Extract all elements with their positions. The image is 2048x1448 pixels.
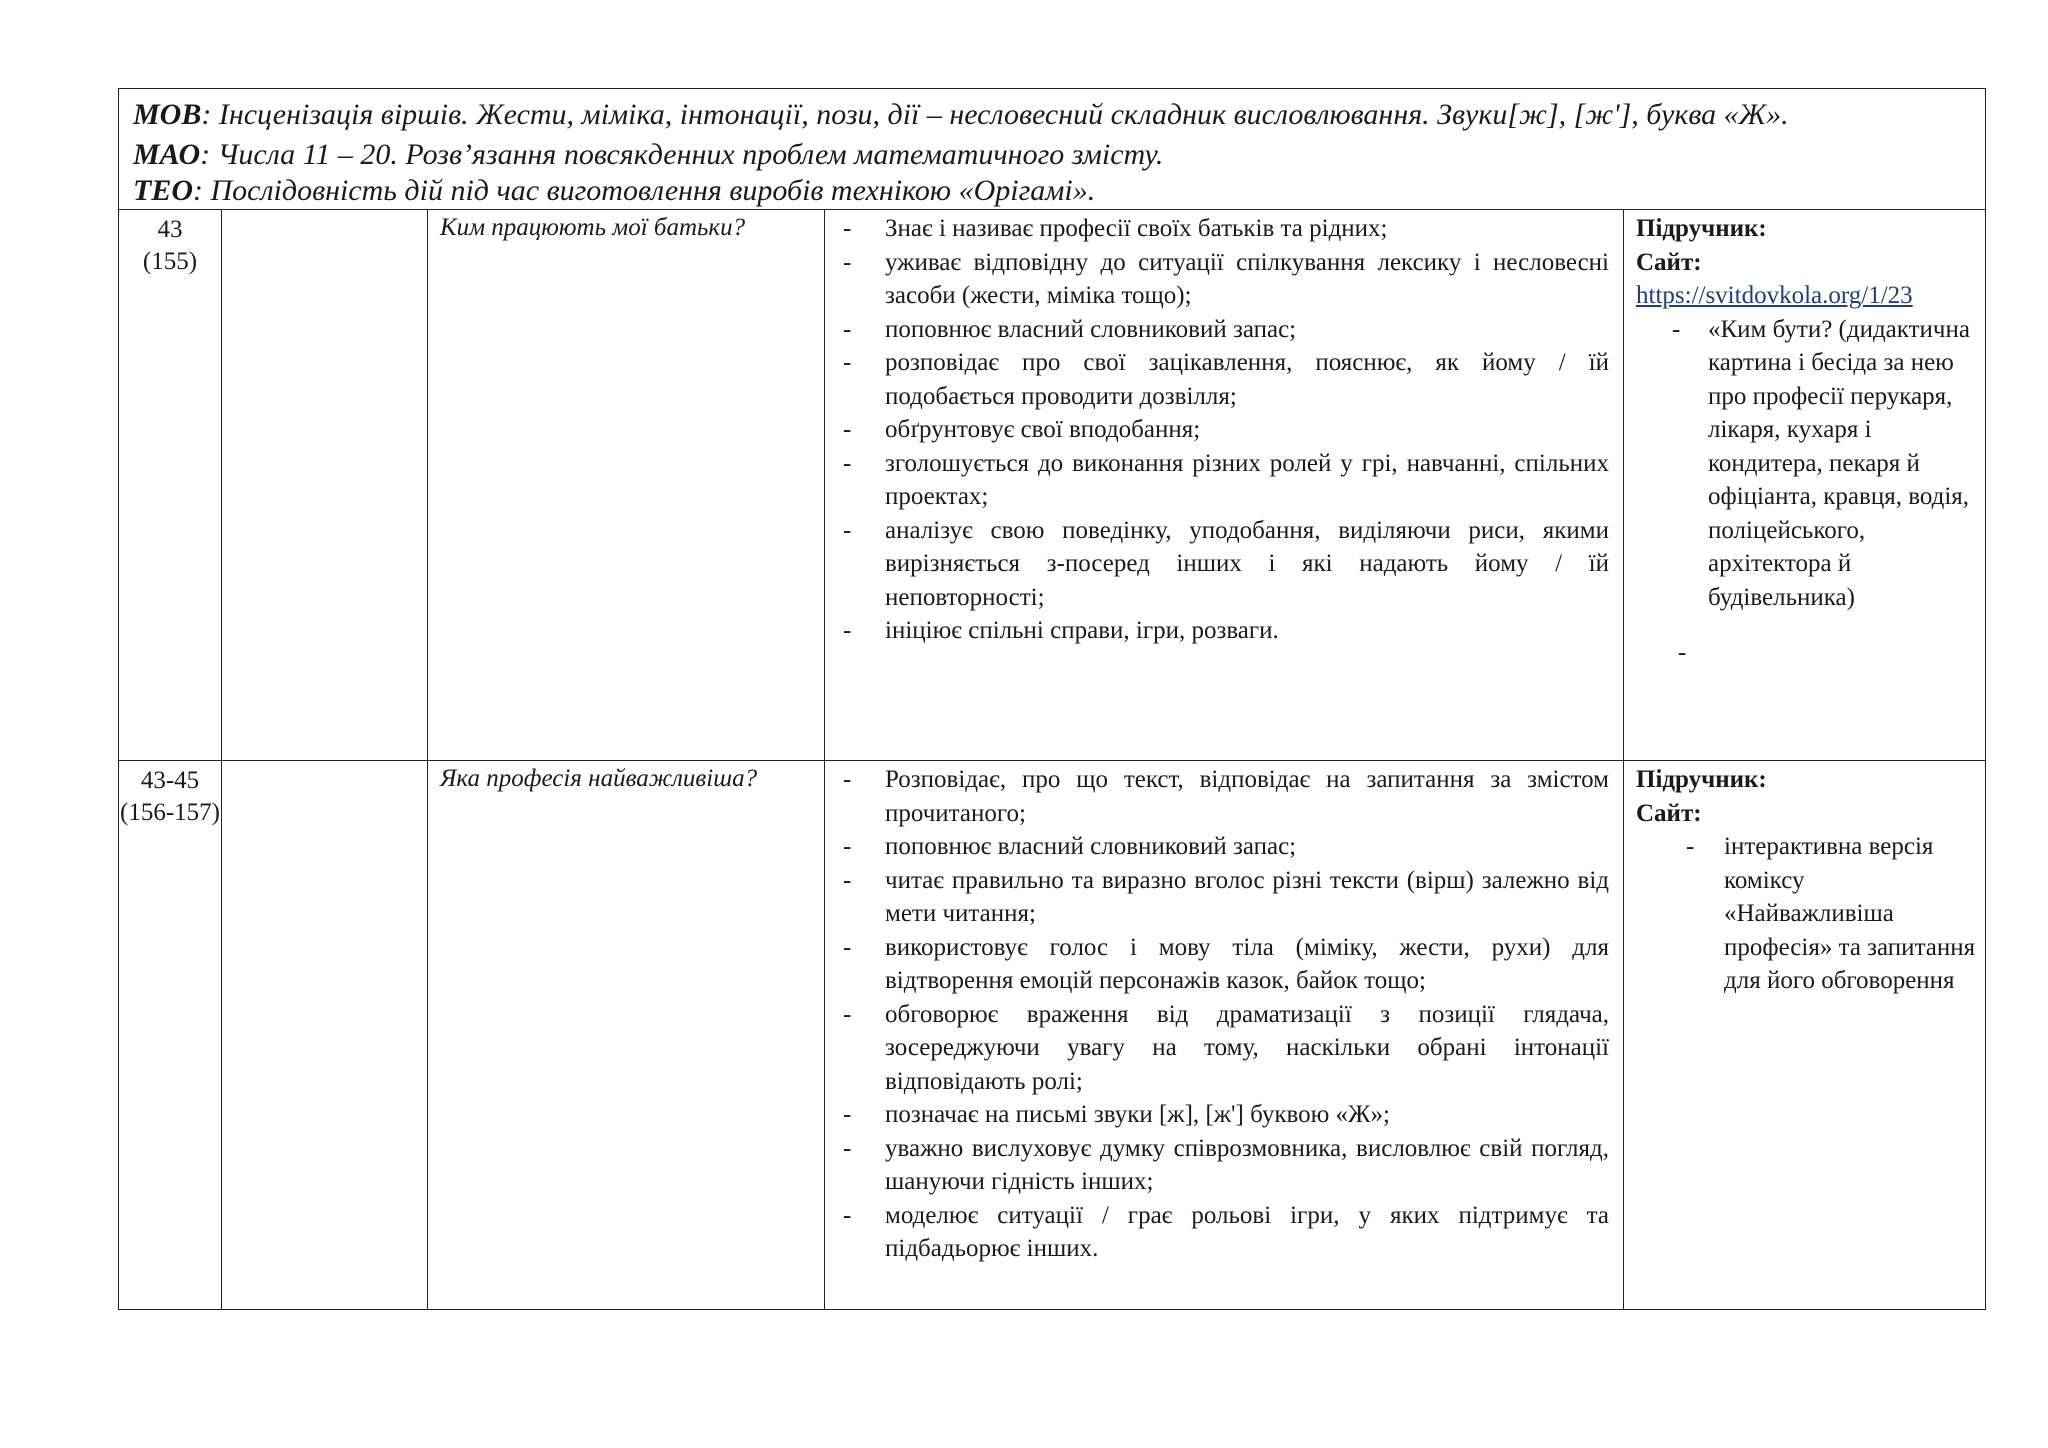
lesson-number: 43 [157, 216, 183, 243]
resource-item: - інтерактивна версія коміксу «Найважливіша професія» та запитання для його обговорення [1636, 830, 1977, 998]
resources-cell [1624, 210, 1986, 761]
lesson-pages: (155) [142, 248, 198, 275]
lesson-topic: Яка професія найважливіша? [440, 765, 758, 792]
learning-outcomes-cell [825, 761, 1624, 1310]
lesson-topic-cell [428, 761, 825, 1310]
outcome-item: - Знає і називає професії своїх батьків та рідних; [833, 212, 1609, 246]
outcome-item: - обговорює враження від драматизації з позиції глядача, зосереджуючи увагу на тому, наскільки обрані інтонації відповідають ролі; [833, 998, 1609, 1099]
textbook-label: Підручник: [1636, 766, 1767, 793]
outcome-item: - використовує голос і мову тіла (міміку, жести, рухи) для відтворення емоцій персонажів казок, байок тощо; [833, 931, 1609, 998]
lesson-topic: Ким працюють мої батьки? [440, 214, 746, 241]
subject-header-cell [119, 89, 1986, 210]
mov-text: : Інсценізація віршів. Жести, міміка, інтонації, пози, дії – несловесний складник висловлювання. Звуки[ж], [ж'], буква «Ж». [201, 98, 1789, 131]
lesson-plan-table [118, 88, 1986, 1310]
lesson-number-cell [119, 761, 222, 1310]
outcome-item: - уважно вислуховує думку співрозмовника, висловлює свій погляд, шануючи гідність інших; [833, 1132, 1609, 1199]
outcome-item: - обґрунтовує свої вподобання; [833, 413, 1609, 447]
outcome-item: - ініціює спільні справи, ігри, розваги. [833, 614, 1609, 648]
lesson-date-cell [222, 210, 428, 761]
outcome-item: - уживає відповідну до ситуації спілкування лексику і несловесні засоби (жести, міміка тощо); [833, 246, 1609, 313]
subject-header-row [119, 89, 1986, 210]
mao-text: : Числа 11 – 20. Розв’язання повсякденних проблем математичного змісту. [200, 138, 1164, 171]
resource-list [1636, 830, 1977, 998]
mao-label: МАО [133, 138, 201, 171]
outcomes-list [833, 212, 1609, 648]
textbook-label: Підручник: [1636, 215, 1767, 242]
lesson-pages: (156-157) [120, 799, 220, 826]
outcomes-list [833, 763, 1609, 1266]
learning-outcomes-cell [825, 210, 1624, 761]
teo-line [133, 173, 1973, 209]
outcome-item: - позначає на письмі звуки [ж], [ж'] буквою «Ж»; [833, 1098, 1609, 1132]
site-link[interactable]: https://svitdovkola.org/1/23 [1636, 282, 1913, 309]
lesson-row [119, 210, 1986, 761]
resources-cell [1624, 761, 1986, 1310]
outcome-item: - поповнює власний словниковий запас; [833, 313, 1609, 347]
teo-text: : Послідовність дій під час виготовлення виробів технікою «Орігамі». [193, 174, 1096, 207]
mov-label: МОВ [133, 98, 202, 131]
outcome-item: - читає правильно та виразно вголос різні тексти (вірш) залежно від мети читання; [833, 864, 1609, 931]
resource-item: - «Ким бути? (дидактична картина і бесіда за нею про професії перукаря, лікаря, кухаря і кондитера, пекаря й офіціанта, кравця, водія, поліцейського, архітектора й будівельника) [1636, 313, 1977, 615]
lesson-number: 43-45 [140, 767, 200, 794]
lesson-date-cell [222, 761, 428, 1310]
lesson-number-cell [119, 210, 222, 761]
mov-line [133, 93, 1973, 137]
site-label: Сайт: [1636, 248, 1702, 276]
outcome-item: - поповнює власний словниковий запас; [833, 830, 1609, 864]
outcome-item: - аналізує свою поведінку, уподобання, виділяючи риси, якими вирізняється з-посеред інших і які надають йому / їй неповторності; [833, 514, 1609, 615]
lesson-row [119, 761, 1986, 1310]
outcome-item: - розповідає про свої зацікавлення, пояснює, як йому / їй подобається проводити дозвілля; [833, 346, 1609, 413]
outcome-item: - зголошується до виконання різних ролей у грі, навчанні, спільних проектах; [833, 447, 1609, 514]
lesson-topic-cell [428, 210, 825, 761]
mao-line [133, 137, 1973, 173]
resource-list [1636, 313, 1977, 615]
site-label: Сайт: [1636, 799, 1702, 827]
teo-label: ТЕО [133, 174, 193, 207]
outcome-item: - моделює ситуації / грає рольові ігри, у яких підтримує та підбадьорює інших. [833, 1199, 1609, 1266]
resource-trailing-dash: - [1678, 639, 1687, 666]
outcome-item: - Розповідає, про що текст, відповідає на запитання за змістом прочитаного; [833, 763, 1609, 830]
